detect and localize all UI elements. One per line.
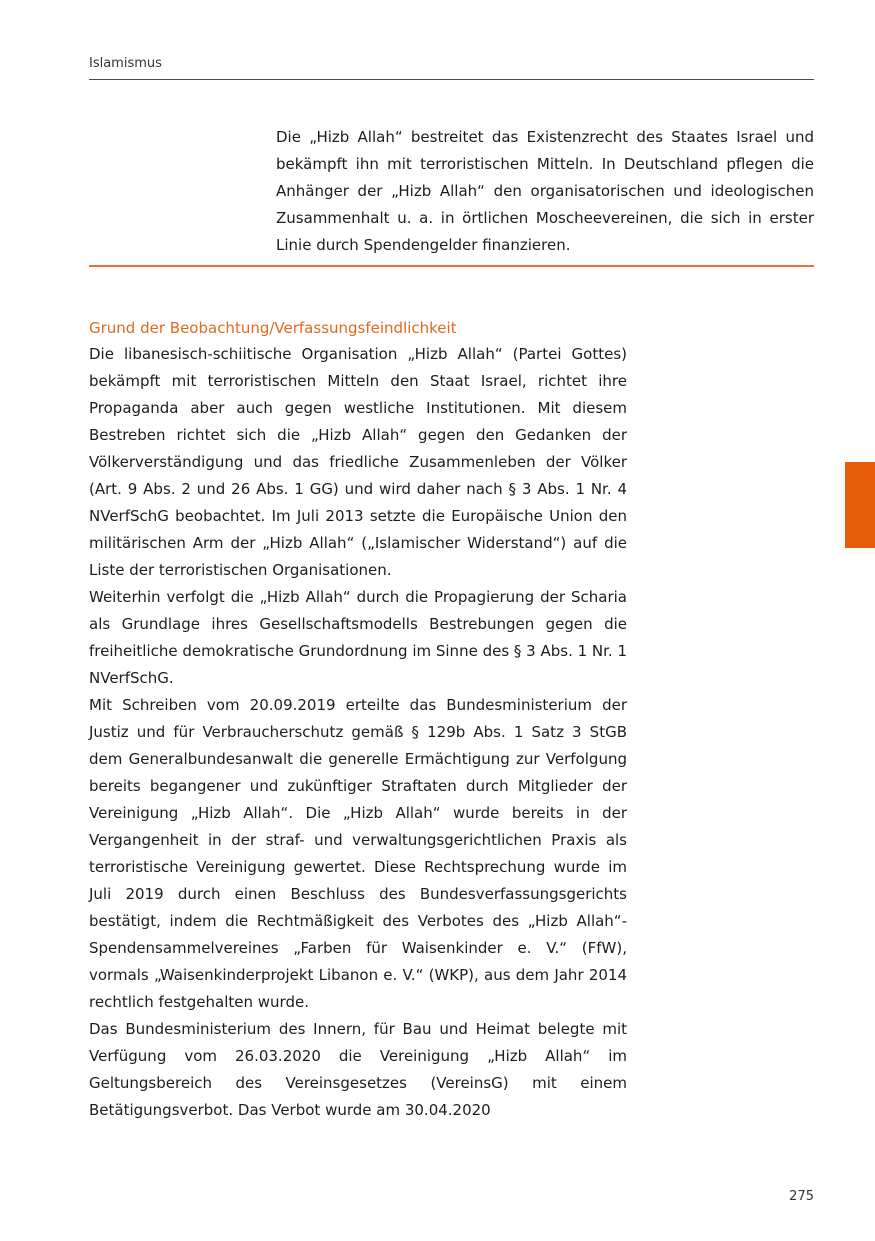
body-paragraph: Weiterhin verfolgt die „Hizb Allah“ durch die Propagierung der Scharia als Grundlage ihres Gesellschaftsmodells Bestrebungen gegen die freiheitliche demokratische Grundordnung im Sinne des § 3 Abs. 1 Nr. 1 NVerfSchG. <box>89 588 628 687</box>
page-number: 275 <box>789 1189 814 1204</box>
header-divider <box>89 79 814 80</box>
intro-paragraph: Die „Hizb Allah“ bestreitet das Existenzrecht des Staates Israel und bekämpft ihn mit terroristischen Mitteln. In Deutschland pflegen die Anhänger der „Hizb Allah“ den organisatorischen und ideologischen Zusammenhalt u. a. in örtlichen Moscheevereinen, die sich in erster Linie durch Spendengelder finanzieren. <box>276 128 814 254</box>
section-heading: Grund der Beobachtung/Verfassungsfeindlichkeit <box>89 319 457 337</box>
chapter-side-tab <box>845 462 875 548</box>
body-text <box>89 341 627 1124</box>
intro-box <box>276 124 814 259</box>
intro-divider <box>89 265 814 267</box>
body-paragraph: Das Bundesministerium des Innern, für Bau und Heimat belegte mit Verfügung vom 26.03.2020 die Vereinigung „Hizb Allah“ im Geltungsbereich des Vereinsgesetzes (VereinsG) mit einem Betätigungsverbot. Das Verbot wurde am 30.04.2020 <box>89 1020 627 1119</box>
body-paragraph: Die libanesisch-schiitische Organisation „Hizb Allah“ (Partei Gottes) bekämpft mit terroristischen Mitteln den Staat Israel, richtet ihre Propaganda aber auch gegen westliche Institutionen. Mit diesem Bestreben richtet sich die „Hizb Allah“ gegen den Gedanken der Völkerverständigung und das friedliche Zusammenleben der Völker (Art. 9 Abs. 2 und 26 Abs. 1 GG) und wird daher nach § 3 Abs. 1 Nr. 4 NVerfSchG beobachtet. Im Juli 2013 setzte die Europäische Union den militärischen Arm der „Hizb Allah“ („Islamischer Widerstand“) auf die Liste der terroristischen Organisationen. <box>89 345 627 579</box>
running-header: Islamismus <box>89 56 162 71</box>
body-paragraph: Mit Schreiben vom 20.09.2019 erteilte das Bundesministerium der Justiz und für Verbraucherschutz gemäß § 129b Abs. 1 Satz 3 StGB dem Generalbundesanwalt die generelle Ermächtigung zur Verfolgung bereits begangener und zukünftiger Straftaten durch Mitglieder der Vereinigung „Hizb Allah“. Die „Hizb Allah“ wurde bereits in der Vergangenheit in der straf- und verwaltungsgerichtlichen Praxis als terroristische Vereinigung gewertet. Diese Rechtsprechung wurde im Juli 2019 durch einen Beschluss des Bundesverfassungsgerichts bestätigt, indem die Rechtmäßigkeit des Verbotes des „Hizb Allah“-Spendensammelvereines „Farben für Waisenkinder e. V.“ (FfW), vormals „Waisenkinderprojekt Libanon e. V.“ (WKP), aus dem Jahr 2014 rechtlich festgehalten wurde. <box>89 696 627 1011</box>
